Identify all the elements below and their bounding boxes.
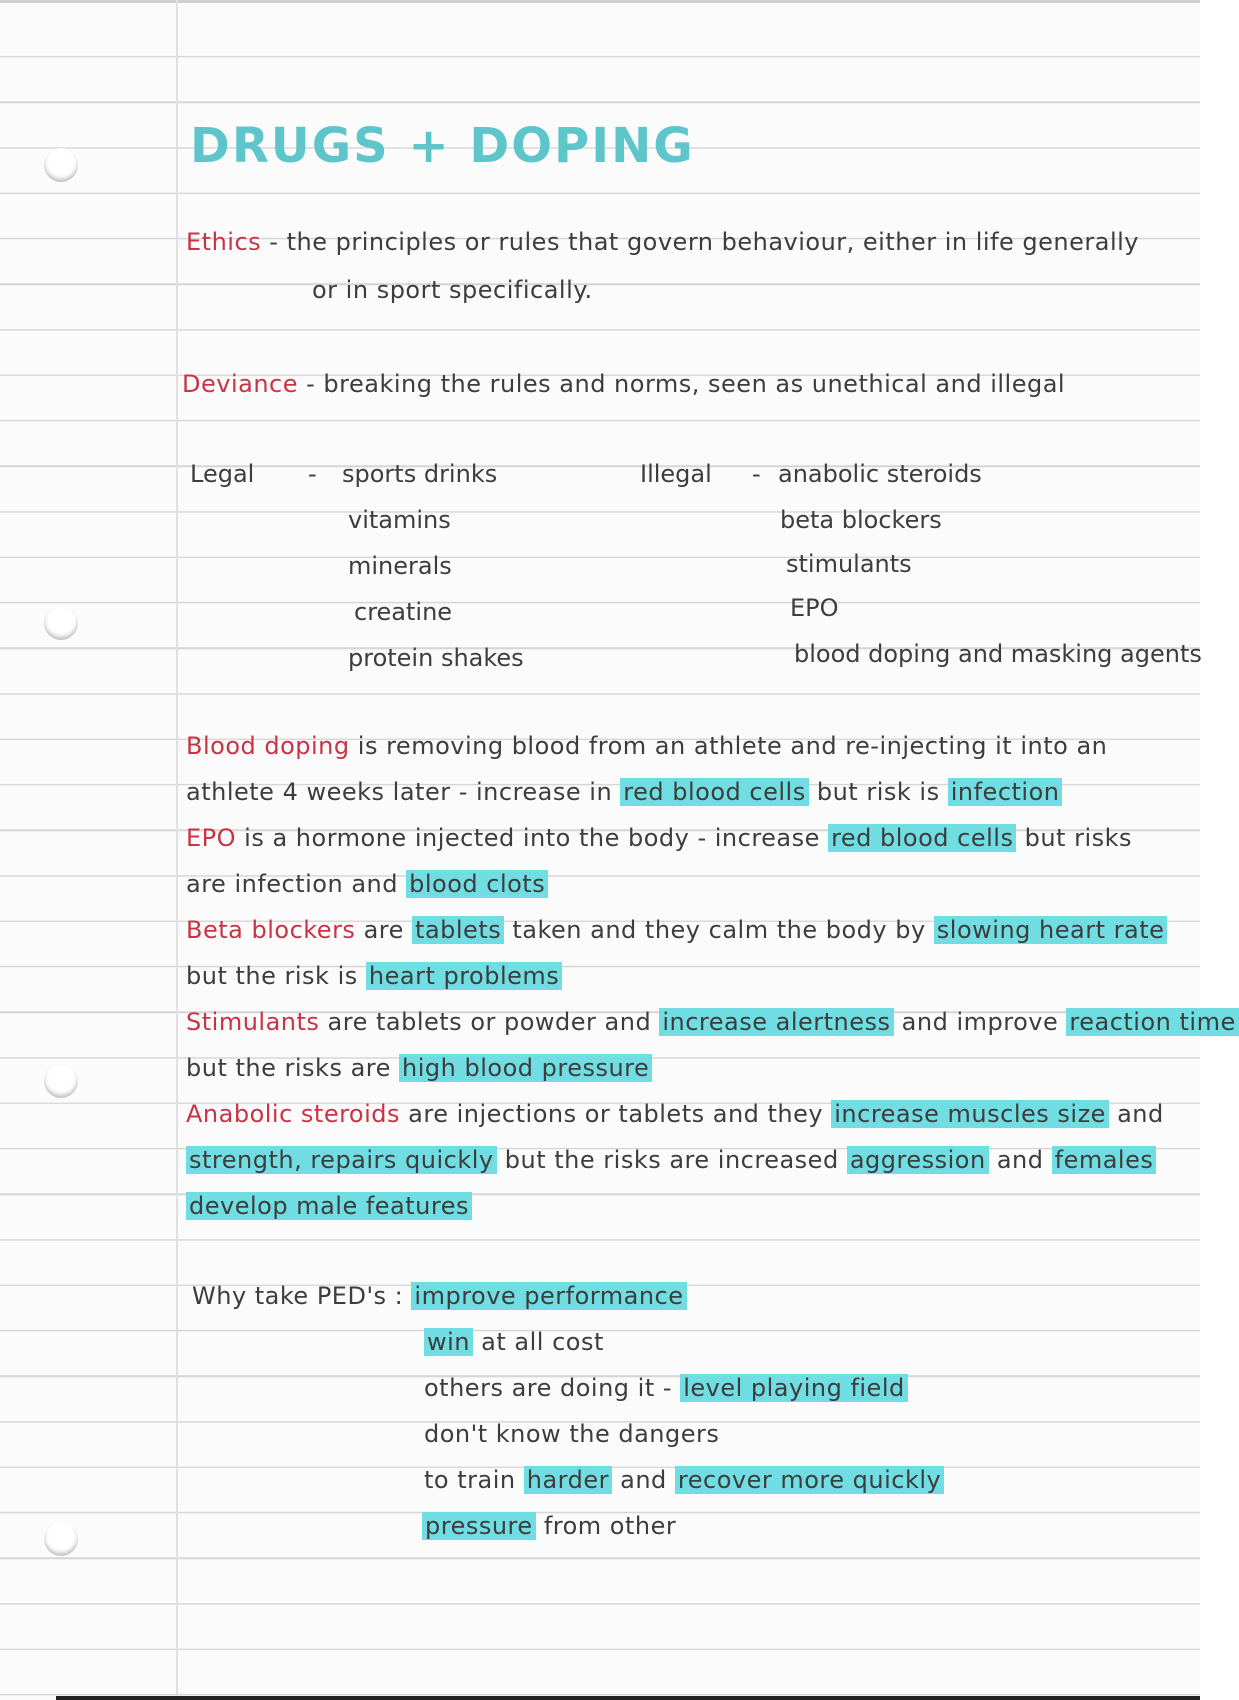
why-line-2 xyxy=(424,1328,604,1356)
legal-item: creatine xyxy=(354,598,453,626)
beta-line-2 xyxy=(186,962,562,990)
illegal-item: anabolic steroids xyxy=(778,460,982,488)
highlight: red blood cells xyxy=(828,824,1016,852)
page-bottom-edge xyxy=(56,1696,1200,1700)
highlight: increase muscles size xyxy=(831,1100,1109,1128)
stimulants-term: Stimulants xyxy=(186,1008,320,1036)
epo-text: is a hormone injected into the body - increase xyxy=(244,824,820,852)
highlight: level playing field xyxy=(680,1374,908,1402)
highlight: strength, repairs quickly xyxy=(186,1146,497,1174)
epo-text: are infection and xyxy=(186,870,398,898)
highlight: blood clots xyxy=(406,870,548,898)
legal-label: Legal xyxy=(190,460,255,488)
epo-text: but risks xyxy=(1024,824,1133,852)
punch-hole-3 xyxy=(44,1064,78,1098)
blood-doping-line-1 xyxy=(186,732,1107,760)
blood-doping-line-2 xyxy=(186,778,1062,806)
stimulants-text: but the risks are xyxy=(186,1054,391,1082)
blood-doping-term: Blood doping xyxy=(186,732,350,760)
blood-doping-text: is removing blood from an athlete and re-injecting it into an xyxy=(357,732,1108,760)
epo-line-1 xyxy=(186,824,1132,852)
ethics-line-2: or in sport specifically. xyxy=(312,276,593,304)
highlight: develop male features xyxy=(186,1192,472,1220)
illegal-label: Illegal xyxy=(640,460,712,488)
highlight: win xyxy=(424,1328,473,1356)
margin-line xyxy=(176,0,178,1700)
why-text: from other xyxy=(543,1512,677,1540)
highlight: red blood cells xyxy=(620,778,808,806)
anabolic-text: and xyxy=(996,1146,1044,1174)
why-label: Why take PED's : xyxy=(192,1282,404,1310)
punch-hole-2 xyxy=(44,606,78,640)
stimulants-text: are tablets or powder and xyxy=(327,1008,652,1036)
why-text: at all cost xyxy=(481,1328,604,1356)
why-line-6 xyxy=(422,1512,676,1540)
beta-term: Beta blockers xyxy=(186,916,356,944)
anabolic-text: but the risks are increased xyxy=(504,1146,839,1174)
epo-term: EPO xyxy=(186,824,237,852)
legal-item: sports drinks xyxy=(342,460,498,488)
highlight: high blood pressure xyxy=(399,1054,652,1082)
legal-item: vitamins xyxy=(348,506,451,534)
anabolic-text: are injections or tablets and they xyxy=(408,1100,824,1128)
illegal-item: EPO xyxy=(790,594,839,622)
highlight: infection xyxy=(948,778,1063,806)
legal-item: protein shakes xyxy=(348,644,524,672)
ethics-term: Ethics xyxy=(186,228,262,256)
beta-line-1 xyxy=(186,916,1167,944)
illegal-item: blood doping and masking agents xyxy=(794,640,1202,668)
why-line-5 xyxy=(424,1466,944,1494)
epo-line-2 xyxy=(186,870,548,898)
beta-text: but the risk is xyxy=(186,962,358,990)
stimulants-line-2 xyxy=(186,1054,652,1082)
page-top-edge xyxy=(0,0,1200,3)
highlight: improve performance xyxy=(411,1282,686,1310)
deviance-term: Deviance xyxy=(182,370,298,398)
legal-dash: - xyxy=(308,460,317,488)
highlight: harder xyxy=(524,1466,612,1494)
highlight: pressure xyxy=(422,1512,536,1540)
deviance-definition: - breaking the rules and norms, seen as unethical and illegal xyxy=(306,370,1066,398)
highlight: aggression xyxy=(847,1146,989,1174)
why-line-4: don't know the dangers xyxy=(424,1420,720,1448)
highlight: females xyxy=(1052,1146,1157,1174)
anabolic-line-3 xyxy=(186,1192,472,1220)
stimulants-text: and improve xyxy=(901,1008,1059,1036)
highlight: heart problems xyxy=(366,962,562,990)
anabolic-line-2 xyxy=(186,1146,1156,1174)
anabolic-term: Anabolic steroids xyxy=(186,1100,401,1128)
anabolic-line-1 xyxy=(186,1100,1164,1128)
ethics-definition-1: - the principles or rules that govern behaviour, either in life generally xyxy=(269,228,1140,256)
stimulants-line-1 xyxy=(186,1008,1239,1036)
why-text: others are doing it - xyxy=(424,1374,673,1402)
why-line-1 xyxy=(192,1282,687,1310)
beta-text: are xyxy=(363,916,404,944)
page-title: DRUGS + DOPING xyxy=(190,118,695,174)
ethics-line-1 xyxy=(186,228,1139,256)
highlight: recover more quickly xyxy=(675,1466,944,1494)
highlight: increase alertness xyxy=(659,1008,893,1036)
highlight: reaction time xyxy=(1066,1008,1238,1036)
deviance-line xyxy=(182,370,1065,398)
punch-hole-1 xyxy=(44,148,78,182)
illegal-item: stimulants xyxy=(786,550,912,578)
beta-text: taken and they calm the body by xyxy=(512,916,926,944)
illegal-dash: - xyxy=(752,460,761,488)
blood-doping-text: athlete 4 weeks later - increase in xyxy=(186,778,613,806)
anabolic-text: and xyxy=(1117,1100,1164,1128)
blood-doping-text: but risk is xyxy=(816,778,940,806)
highlight: slowing heart rate xyxy=(934,916,1168,944)
legal-item: minerals xyxy=(348,552,452,580)
why-text: and xyxy=(620,1466,667,1494)
illegal-item: beta blockers xyxy=(780,506,942,534)
why-line-3 xyxy=(424,1374,908,1402)
punch-hole-4 xyxy=(44,1522,78,1556)
why-text: to train xyxy=(424,1466,516,1494)
highlight: tablets xyxy=(412,916,504,944)
